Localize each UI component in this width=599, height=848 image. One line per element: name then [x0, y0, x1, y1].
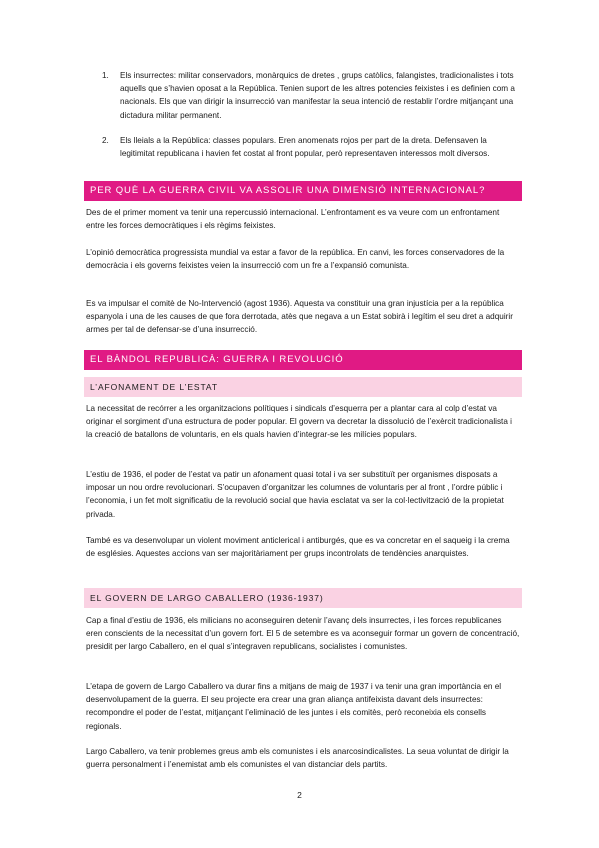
paragraph: L’opinió democràtica progressista mundial va estar a favor de la república. En canvi, les forces conservadores de la democràcia i els governs feixistes veien la insurrecció com un fre a l’expansió comunista.: [86, 248, 505, 271]
paragraph: Largo Caballero, va tenir problemes greus amb els comunistes i els anarcosindicalistes. La seua voluntat de dirigir la guerra personalment i l’enemistat amb els comunistes el van distanciar dels partits.: [86, 747, 509, 770]
paragraph: També es va desenvolupar un violent moviment anticlerical i antiburgés, que es va concretar en el saqueig i la crema de esglésies. Aquestes accions van ser majoritàriament per grups incontrolats de tendències anarquistes.: [86, 536, 510, 559]
list-item: [104, 69, 522, 129]
list-item-text: Els insurrectes: militar conservadors, monàrquics de dretes , grups catòlics, falangistes, tradicionalistes i tots aquells que s’havien oposat a la República. Tenien suport de les altres potencies feixistes i es definien com a nacionals. Els que van dirigir la insurrecció van manifestar la seua intenció de restablir l’ordre mitjançant una dictadura militar permanent.: [120, 71, 515, 120]
list-item: [104, 134, 522, 160]
paragraph: Des de el primer moment va tenir una repercussió internacional. L’enfrontament es va veure com un enfrontament entre les forces democràtiques i els règims feixistes.: [86, 208, 500, 231]
paragraph: Es va impulsar el comitè de No-Intervenció (agost 1936). Aquesta va constituir una gran injustícia per a la república espanyola i una de les causes de que fora derrotada, atès que negava a un Estat sobirà i legítim el seu dret a adquirir armes per tal de defensar-se d’una insurrecció.: [86, 299, 513, 335]
list-item-number: 2.: [102, 136, 109, 145]
paragraph: L’etapa de govern de Largo Caballero va durar fins a mitjans de maig de 1937 i va tenir una gran importància en el desenvolupament de la guerra. El seu projecte era crear una gran aliança antifeixista davant dels insurrectes: recompondre el poder de l’estat, mitjançant l’eliminació de les juntes i els comitès, però reconeixia els consells regionals.: [86, 682, 502, 731]
page-number: 2: [297, 790, 302, 800]
subsection-heading-afonament: L’AFONAMENT DE L’ESTAT: [84, 377, 522, 397]
subsection-heading-largo: EL GOVERN DE LARGO CABALLERO (1936-1937): [84, 588, 522, 608]
paragraph: L’estiu de 1936, el poder de l’estat va patir un afonament quasi total i va ser substituït per organismes disposats a imposar un nou ordre revolucionari. S’ocupaven d’organitzar les columnes de voluntaris per al front , l’ordre públic i l’economia, i un fet molt significatiu de la revolució social que havia esclatat va ser la col·lectivització de la propietat privada.: [86, 470, 504, 519]
section-heading-international: PER QUÈ LA GUERRA CIVIL VA ASSOLIR UNA DIMENSIÓ INTERNACIONAL?: [84, 181, 522, 201]
paragraph: Cap a final d’estiu de 1936, els milicians no aconseguiren detenir l’avanç dels insurrectes, i les forces republicanes eren conscients de la necessitat d’un govern fort. El 5 de setembre es va aconseguir formar un govern de concentració, presidit per largo Caballero, en el qual s’integraven republicans, socialistes i comunistes.: [86, 616, 520, 652]
sides-list: [104, 69, 522, 165]
list-item-number: 1.: [102, 71, 109, 80]
list-item-text: Els lleials a la República: classes populars. Eren anomenats rojos per part de la dreta. Defensaven la legitimitat republicana i havien fet costat al front popular, però representaven interessos molt diversos.: [120, 136, 490, 159]
paragraph: La necessitat de recórrer a les organitzacions polítiques i sindicals d’esquerra per a plantar cara al colp d’estat va originar el sorgiment d’una estructura de poder popular. El govern va decretar la dissolució de l’exèrcit tradicionalista i la creació de batallons de voluntaris, en els quals havien d’integrar-se les milícies populars.: [86, 404, 512, 440]
section-heading-republica: EL BÀNDOL REPUBLICÀ: GUERRA I REVOLUCIÓ: [84, 350, 522, 370]
